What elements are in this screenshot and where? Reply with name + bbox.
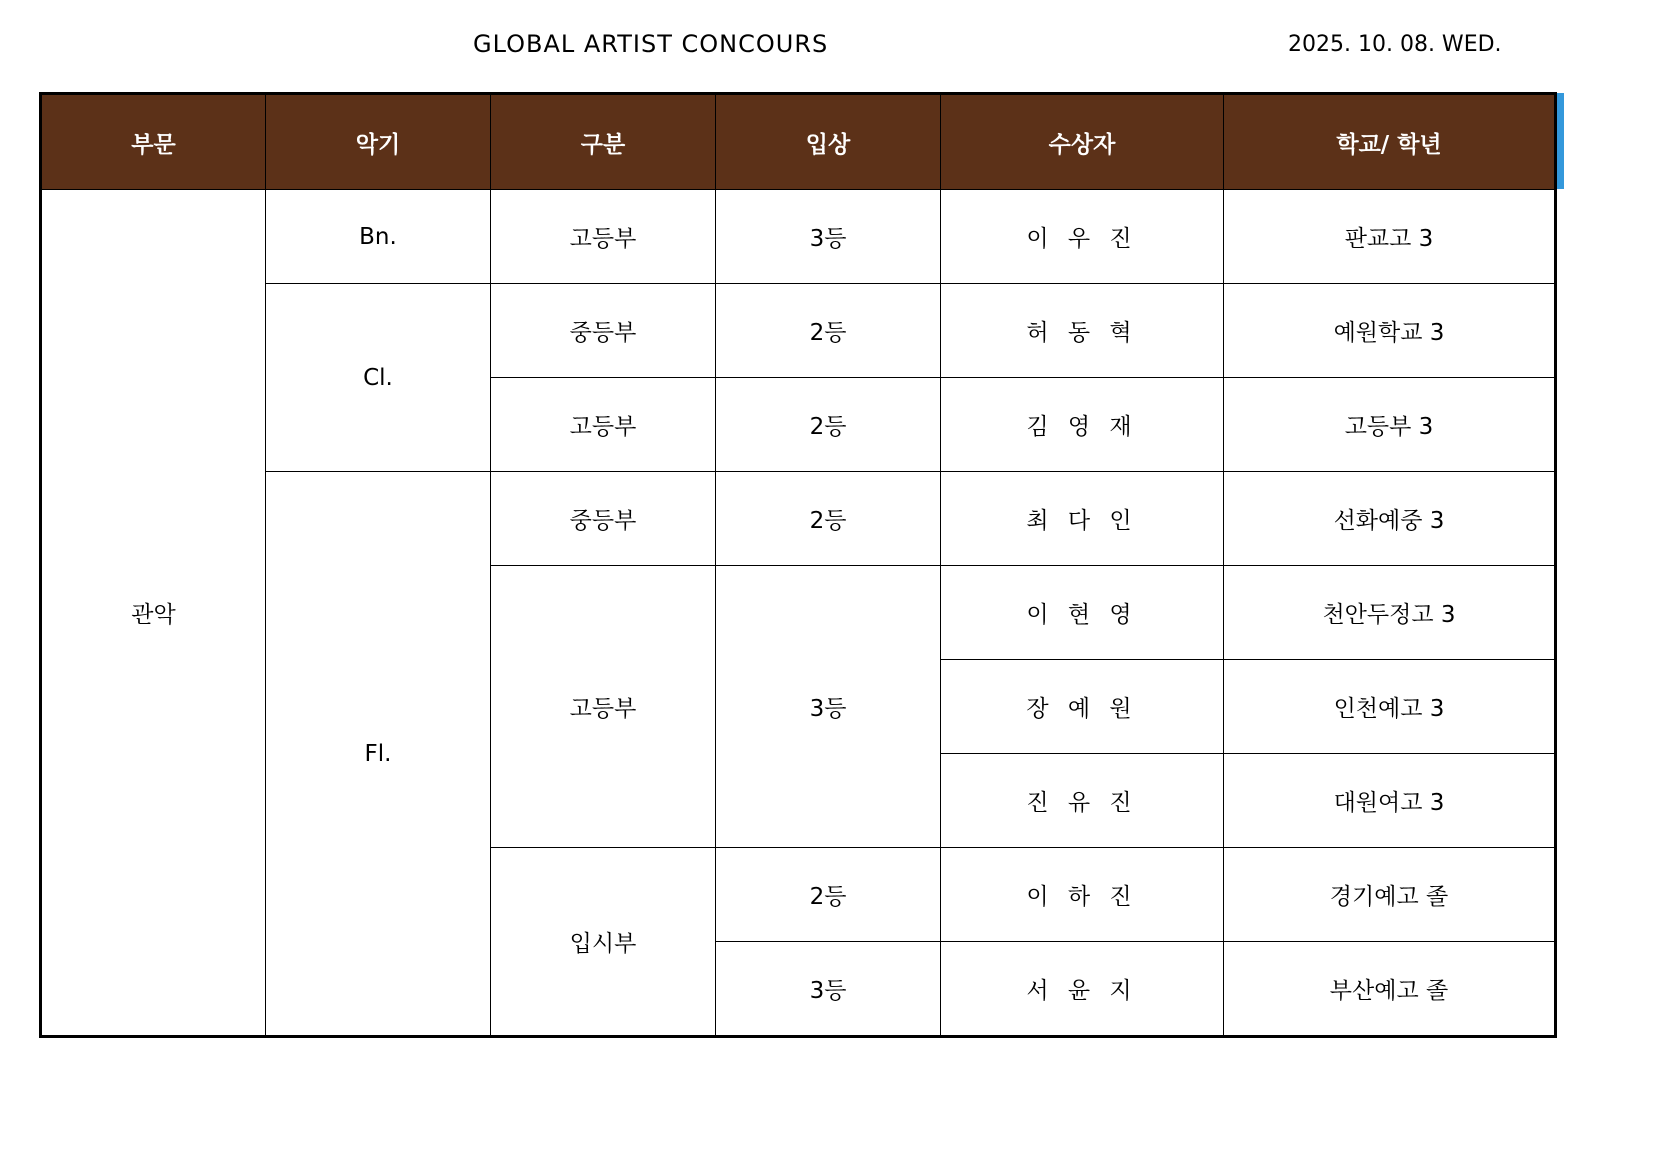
winner-cell: 진 유 진 bbox=[941, 754, 1224, 848]
category-cell: 중등부 bbox=[491, 284, 716, 378]
category-cell: 고등부 bbox=[491, 566, 716, 848]
event-date: 2025. 10. 08. WED. bbox=[1288, 32, 1502, 57]
category-cell: 중등부 bbox=[491, 472, 716, 566]
school-cell: 판교고 3 bbox=[1224, 190, 1556, 284]
winner-cell: 이 우 진 bbox=[941, 190, 1224, 284]
school-cell: 천안두정고 3 bbox=[1224, 566, 1556, 660]
winner-cell: 서 윤 지 bbox=[941, 942, 1224, 1037]
instrument-cell: Bn. bbox=[266, 190, 491, 284]
column-header-award: 입상 bbox=[716, 94, 941, 190]
instrument-cell: Fl. bbox=[266, 472, 491, 1037]
category-cell: 입시부 bbox=[491, 848, 716, 1037]
winner-cell: 이 현 영 bbox=[941, 566, 1224, 660]
category-cell: 고등부 bbox=[491, 378, 716, 472]
award-cell: 2등 bbox=[716, 848, 941, 942]
column-header-winner: 수상자 bbox=[941, 94, 1224, 190]
column-header-division: 부문 bbox=[41, 94, 266, 190]
winner-cell: 장 예 원 bbox=[941, 660, 1224, 754]
column-header-category: 구분 bbox=[491, 94, 716, 190]
table-row bbox=[41, 190, 1556, 284]
school-cell: 경기예고 졸 bbox=[1224, 848, 1556, 942]
division-cell: 관악 bbox=[41, 190, 266, 1037]
table-row bbox=[41, 284, 1556, 378]
winner-cell: 최 다 인 bbox=[941, 472, 1224, 566]
school-cell: 부산예고 졸 bbox=[1224, 942, 1556, 1037]
page-title: GLOBAL ARTIST CONCOURS bbox=[473, 30, 829, 58]
table-row bbox=[41, 472, 1556, 566]
school-cell: 대원여고 3 bbox=[1224, 754, 1556, 848]
winner-cell: 허 동 혁 bbox=[941, 284, 1224, 378]
category-cell: 고등부 bbox=[491, 190, 716, 284]
school-cell: 선화예중 3 bbox=[1224, 472, 1556, 566]
column-header-school: 학교/ 학년 bbox=[1224, 94, 1556, 190]
results-table bbox=[39, 92, 1557, 1038]
award-cell: 2등 bbox=[716, 284, 941, 378]
column-header-instrument: 악기 bbox=[266, 94, 491, 190]
school-cell: 예원학교 3 bbox=[1224, 284, 1556, 378]
award-cell: 3등 bbox=[716, 566, 941, 848]
award-cell: 2등 bbox=[716, 378, 941, 472]
award-cell: 2등 bbox=[716, 472, 941, 566]
school-cell: 인천예고 3 bbox=[1224, 660, 1556, 754]
school-cell: 고등부 3 bbox=[1224, 378, 1556, 472]
award-cell: 3등 bbox=[716, 942, 941, 1037]
winner-cell: 김 영 재 bbox=[941, 378, 1224, 472]
winner-cell: 이 하 진 bbox=[941, 848, 1224, 942]
table-header-row bbox=[41, 94, 1556, 190]
instrument-cell: Cl. bbox=[266, 284, 491, 472]
award-cell: 3등 bbox=[716, 190, 941, 284]
